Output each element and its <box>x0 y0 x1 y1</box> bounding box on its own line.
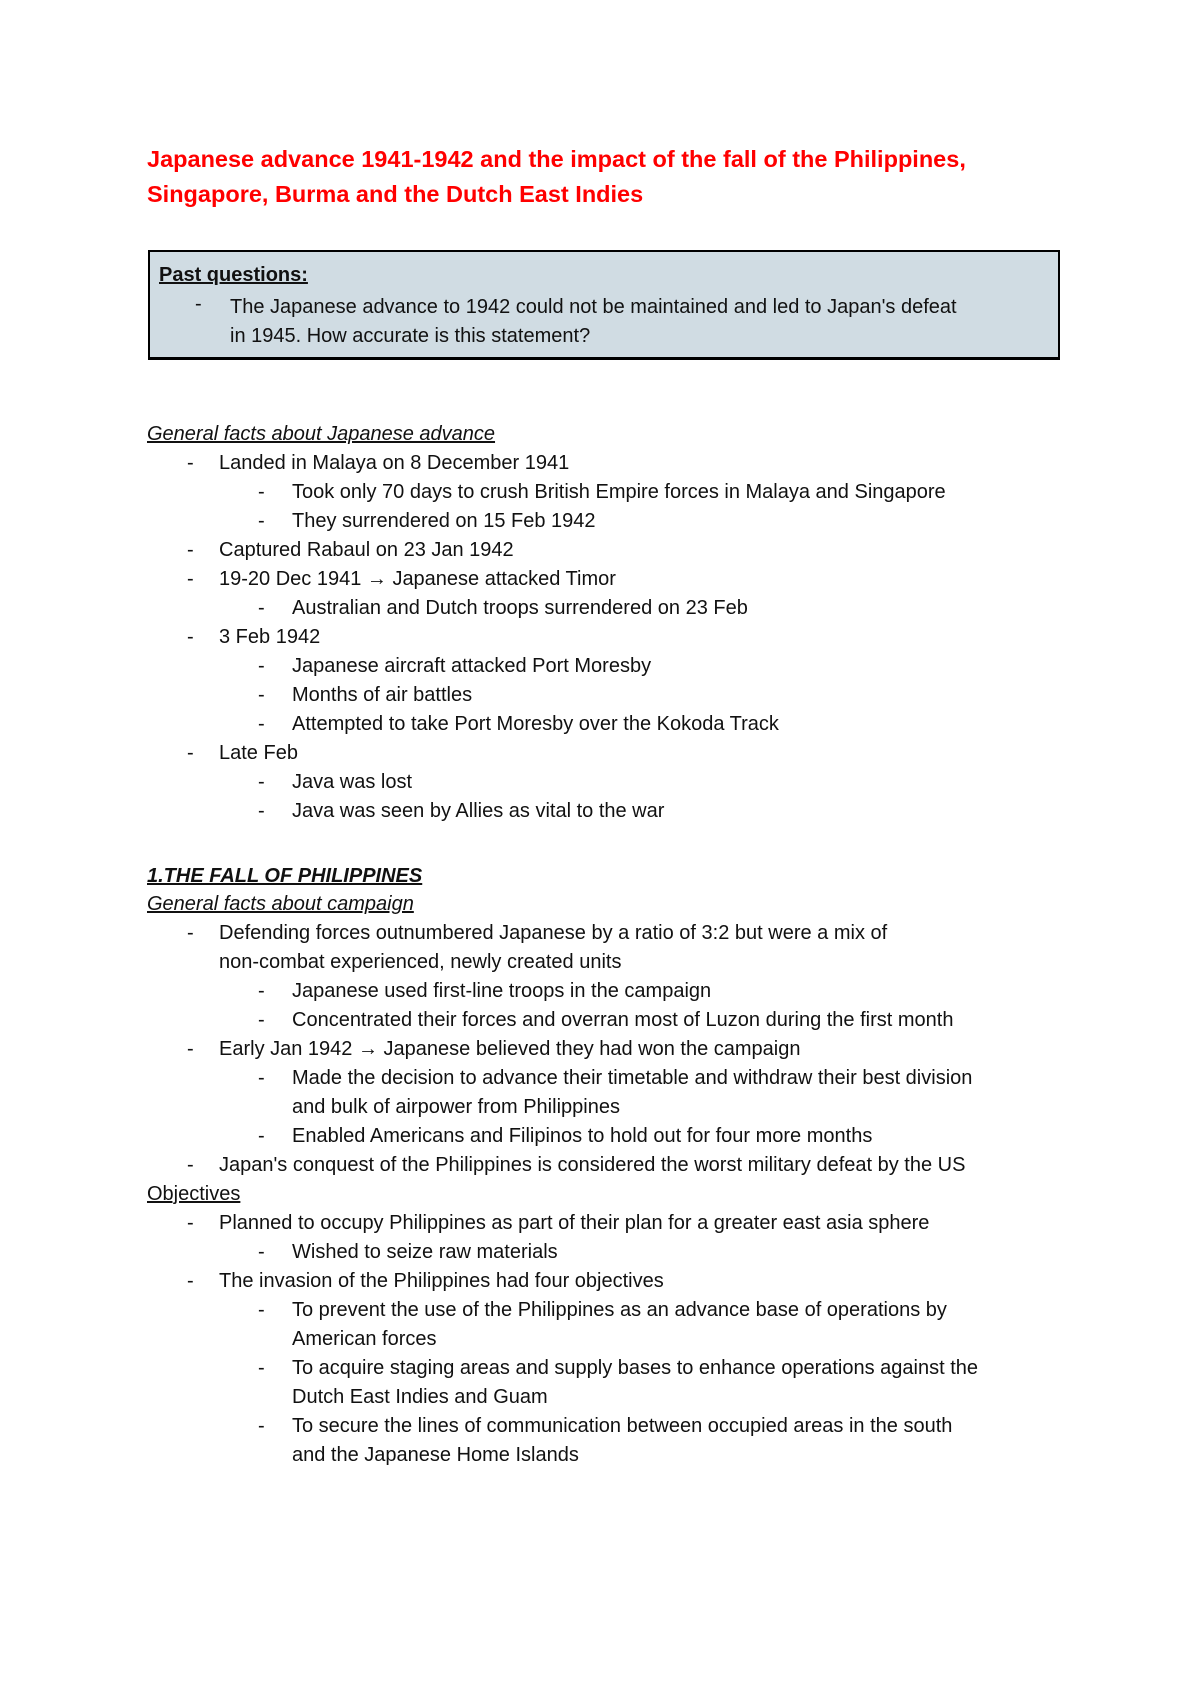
bullet-dash: - <box>258 771 265 793</box>
bullet-dash: - <box>258 655 265 677</box>
list-item-text: and bulk of airpower from Philippines <box>292 1096 620 1118</box>
page-title: Japanese advance 1941-1942 and the impact of the fall of the Philippines, Singapore, Burma and the Dutch East Indies <box>147 146 966 207</box>
bullet-dash: - <box>187 626 194 648</box>
list-item-text: Months of air battles <box>292 684 473 706</box>
past-question-line-1: The Japanese advance to 1942 could not be maintained and led to Japan's defeat <box>230 296 957 318</box>
bullet-dash: - <box>258 684 265 706</box>
list-item-text: They surrendered on 15 Feb 1942 <box>292 510 596 532</box>
list-item-text: Japanese aircraft attacked Port Moresby <box>292 655 652 677</box>
bullet-dash: - <box>258 1299 265 1321</box>
bullet-dash: - <box>258 1125 265 1147</box>
bullet-dash: - <box>187 568 194 590</box>
list-item-text: Early Jan 1942 → Japanese believed they had won the campaign <box>219 1038 801 1060</box>
list-item-text: 19-20 Dec 1941 → Japanese attacked Timor <box>219 568 616 590</box>
list-item-text: Defending forces outnumbered Japanese by a ratio of 3:2 but were a mix of <box>219 922 888 944</box>
list-item-text: Attempted to take Port Moresby over the Kokoda Track <box>292 713 779 735</box>
bullet-dash: - <box>187 1212 194 1234</box>
general-facts-heading: General facts about Japanese advance <box>147 423 496 445</box>
bullet-dash: - <box>258 1009 265 1031</box>
list-item-text: Took only 70 days to crush British Empire forces in Malaya and Singapore <box>292 481 946 503</box>
list-item-text: To secure the lines of communication between occupied areas in the south <box>292 1415 953 1437</box>
bullet-dash: - <box>258 980 265 1002</box>
bullet-dash: - <box>195 293 202 315</box>
list-item-text: Captured Rabaul on 23 Jan 1942 <box>219 539 514 561</box>
list-item-text: Japan's conquest of the Philippines is considered the worst military defeat by the US <box>219 1154 966 1176</box>
list-item-text: Wished to seize raw materials <box>292 1241 558 1263</box>
bullet-dash: - <box>258 597 265 619</box>
list-item-text: Java was lost <box>292 771 413 793</box>
bullet-dash: - <box>258 481 265 503</box>
bullet-dash: - <box>258 1415 265 1437</box>
section-heading-philippines: 1.THE FALL OF PHILIPPINES <box>147 865 423 887</box>
past-question-text <box>230 293 1050 351</box>
list-item-text: To prevent the use of the Philippines as an advance base of operations by <box>292 1299 947 1321</box>
list-item-text: Concentrated their forces and overran most of Luzon during the first month <box>292 1009 954 1031</box>
bullet-dash: - <box>258 1357 265 1379</box>
past-questions-heading: Past questions: <box>159 264 308 286</box>
list-item-text: Dutch East Indies and Guam <box>292 1386 548 1408</box>
list-item-text: To acquire staging areas and supply bases to enhance operations against the <box>292 1357 979 1379</box>
bullet-dash: - <box>187 1038 194 1060</box>
bullet-dash: - <box>258 1067 265 1089</box>
bullet-dash: - <box>258 510 265 532</box>
list-item-text: The invasion of the Philippines had four objectives <box>219 1270 664 1292</box>
list-item-text: Planned to occupy Philippines as part of their plan for a greater east asia sphere <box>219 1212 930 1234</box>
bullet-dash: - <box>187 742 194 764</box>
list-item-text: Java was seen by Allies as vital to the war <box>292 800 665 822</box>
bullet-dash: - <box>187 539 194 561</box>
campaign-facts-heading: General facts about campaign <box>147 893 414 915</box>
list-item-text: American forces <box>292 1328 437 1350</box>
list-item-text: Late Feb <box>219 742 298 764</box>
list-item-text: Enabled Americans and Filipinos to hold out for four more months <box>292 1125 873 1147</box>
bullet-dash: - <box>258 1241 265 1263</box>
bullet-dash: - <box>258 800 265 822</box>
past-question-line-2: in 1945. How accurate is this statement? <box>230 325 591 347</box>
bullet-dash: - <box>258 713 265 735</box>
list-item-text: Landed in Malaya on 8 December 1941 <box>219 452 570 474</box>
bullet-dash: - <box>187 922 194 944</box>
list-item-text: Australian and Dutch troops surrendered on 23 Feb <box>292 597 748 619</box>
bullet-dash: - <box>187 1154 194 1176</box>
list-item-text: Japanese used first-line troops in the campaign <box>292 980 712 1002</box>
bullet-dash: - <box>187 1270 194 1292</box>
list-item-text: 3 Feb 1942 <box>219 626 321 648</box>
objectives-heading: Objectives <box>147 1183 241 1205</box>
list-item-text: and the Japanese Home Islands <box>292 1444 579 1466</box>
list-item-text: Made the decision to advance their timetable and withdraw their best division <box>292 1067 973 1089</box>
list-item-text: non-combat experienced, newly created units <box>219 951 622 973</box>
bullet-dash: - <box>187 452 194 474</box>
past-questions-box <box>148 250 1060 360</box>
